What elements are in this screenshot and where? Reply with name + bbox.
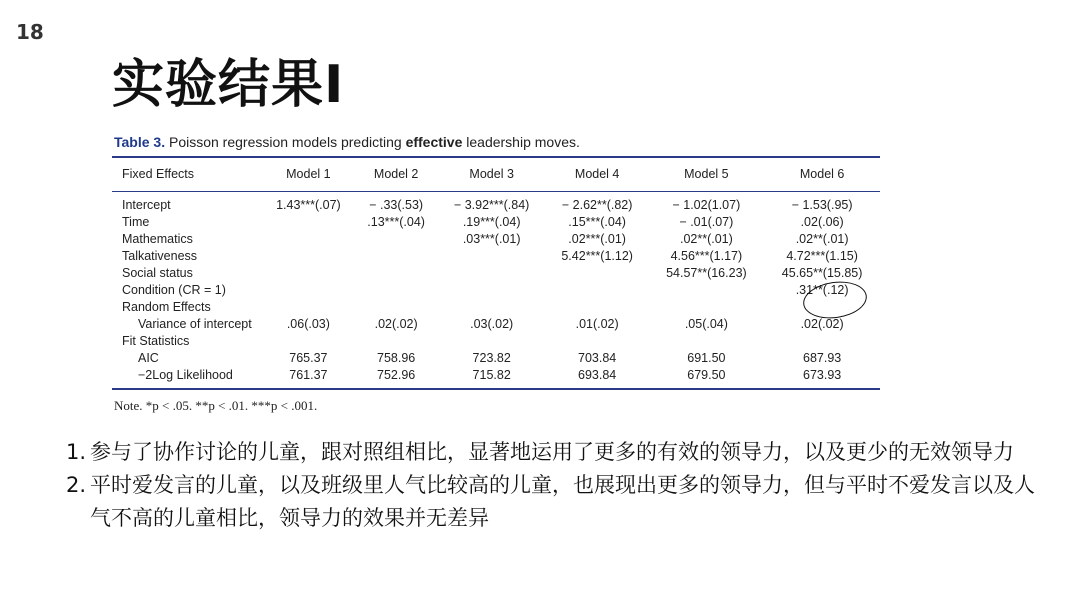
- table-cell: − 1.53(.95): [791, 197, 853, 212]
- table-cell: [262, 230, 355, 247]
- page-number: 18: [16, 20, 44, 44]
- section-label: Fit Statistics: [122, 333, 190, 348]
- list-number: 2.: [66, 473, 87, 497]
- table-cell: .02**(.01): [679, 231, 733, 246]
- list-number: 1.: [66, 440, 87, 464]
- table-cell: [262, 247, 355, 264]
- table-cell: 752.96: [377, 367, 416, 382]
- table-cell: [438, 332, 546, 349]
- table-cell: 703.84: [578, 350, 617, 365]
- table-cell: [764, 332, 880, 349]
- table-row: [112, 230, 880, 247]
- findings-list: [66, 436, 1046, 535]
- table-cell: [262, 213, 355, 230]
- table-cell: .02(.02): [374, 316, 418, 331]
- table-cell: 691.50: [687, 350, 726, 365]
- table-cell: [438, 264, 546, 281]
- row-label: Talkativeness: [122, 248, 198, 263]
- table-cell: .01(.02): [575, 316, 619, 331]
- table-note: Note. *p < .05. **p < .01. ***p < .001.: [114, 398, 318, 413]
- table-cell: [438, 247, 546, 264]
- header-fixed-effects: Fixed Effects: [122, 167, 195, 181]
- table-cell: [355, 230, 438, 247]
- header-model-6: Model 6: [799, 167, 845, 181]
- row-label: Social status: [122, 265, 193, 280]
- table-cell: [546, 281, 649, 298]
- table-cell: 45.65**(15.85): [781, 265, 863, 280]
- list-item: [66, 436, 1046, 469]
- table-cell: .02**(.01): [795, 231, 849, 246]
- table-cell: [438, 281, 546, 298]
- table-cell: − 2.62**(.82): [561, 197, 633, 212]
- header-model-4: Model 4: [574, 167, 620, 181]
- table-cell: 4.56***(1.17): [670, 248, 743, 263]
- table-row: [112, 213, 880, 230]
- table-cell: 1.43***(.07): [276, 197, 341, 212]
- table-cell: 693.84: [578, 367, 617, 382]
- table-cell: [262, 264, 355, 281]
- table-row: [112, 349, 880, 366]
- table-cell: [546, 264, 649, 281]
- table-cell: 687.93: [803, 350, 842, 365]
- table-row: [112, 247, 880, 264]
- regression-table: [112, 160, 880, 383]
- table-cell: − 1.02(1.07): [672, 197, 741, 212]
- table-cell: 679.50: [687, 367, 726, 382]
- row-label: Mathematics: [122, 231, 193, 246]
- caption-label: Table 3.: [114, 134, 166, 150]
- table-bottom-rule: [112, 388, 880, 390]
- row-label: Variance of intercept: [138, 316, 252, 331]
- table-cell: − .01(.07): [679, 214, 734, 229]
- row-label: −2Log Likelihood: [138, 367, 233, 382]
- table-cell: .13***(.04): [367, 214, 425, 229]
- table-row: [112, 264, 880, 281]
- table-row: [112, 315, 880, 332]
- table-cell: 673.93: [803, 367, 842, 382]
- caption-pre: Poisson regression models predicting: [165, 134, 406, 150]
- table-cell: [355, 247, 438, 264]
- row-label: Time: [122, 214, 150, 229]
- table-cell: 761.37: [289, 367, 328, 382]
- table-cell: .31**(.12): [795, 282, 849, 297]
- table-cell: [649, 298, 765, 315]
- section-label: Random Effects: [122, 299, 211, 314]
- table-cell: [262, 298, 355, 315]
- table-cell: .06(.03): [286, 316, 330, 331]
- list-item: [66, 469, 1046, 535]
- table-cell: 723.82: [472, 350, 511, 365]
- table-cell: [355, 281, 438, 298]
- table-row: [112, 332, 880, 349]
- table-cell: 765.37: [289, 350, 328, 365]
- slide-title: 实验结果I: [112, 55, 345, 115]
- table-cell: [262, 281, 355, 298]
- list-item-text: 平时爱发言的儿童，以及班级里人气比较高的儿童，也展现出更多的领导力，但与平时不爱发言以及人气不高的儿童相比，领导力的效果并无差异: [90, 473, 1035, 530]
- table-cell: [355, 298, 438, 315]
- header-model-2: Model 2: [373, 167, 419, 181]
- table-cell: .19***(.04): [462, 214, 521, 229]
- row-label: Intercept: [122, 197, 171, 212]
- table-cell: [649, 332, 765, 349]
- list-item-text: 参与了协作讨论的儿童，跟对照组相比，显著地运用了更多的有效的领导力，以及更少的无效领导力: [90, 440, 1014, 464]
- table-row: [112, 366, 880, 383]
- table-cell: .03(.02): [470, 316, 514, 331]
- header-model-1: Model 1: [286, 167, 331, 181]
- table-row: [112, 298, 880, 315]
- table-row: [112, 281, 880, 298]
- table-caption: [114, 134, 580, 150]
- caption-post: leadership moves.: [462, 134, 580, 150]
- header-model-3: Model 3: [469, 167, 514, 181]
- table-cell: .03***(.01): [462, 231, 521, 246]
- table-cell: [546, 332, 649, 349]
- table-cell: 715.82: [472, 367, 511, 382]
- table-cell: 5.42***(1.12): [561, 248, 633, 263]
- table-header-row: [112, 160, 880, 188]
- table-cell: [355, 332, 438, 349]
- regression-table-figure: [112, 132, 882, 422]
- table-top-rule: [112, 156, 880, 158]
- row-label: Condition (CR = 1): [122, 282, 226, 297]
- table-cell: [546, 298, 649, 315]
- table-cell: .05(.04): [684, 316, 728, 331]
- table-cell: 54.57**(16.23): [666, 265, 747, 280]
- header-model-5: Model 5: [684, 167, 729, 181]
- table-cell: .02***(.01): [568, 231, 626, 246]
- table-cell: [438, 298, 546, 315]
- table-cell: [355, 264, 438, 281]
- caption-emphasis: effective: [405, 134, 463, 150]
- table-cell: − 3.92***(.84): [453, 197, 530, 212]
- table-cell: 4.72***(1.15): [786, 248, 858, 263]
- table-cell: [649, 281, 765, 298]
- table-cell: .02(.06): [800, 214, 844, 229]
- table-cell: .15***(.04): [568, 214, 626, 229]
- table-row: [112, 196, 880, 213]
- row-label: AIC: [138, 350, 159, 365]
- table-cell: − .33(.53): [369, 197, 424, 212]
- table-cell: 758.96: [377, 350, 416, 365]
- table-cell: [262, 332, 355, 349]
- table-cell: .02(.02): [800, 316, 844, 331]
